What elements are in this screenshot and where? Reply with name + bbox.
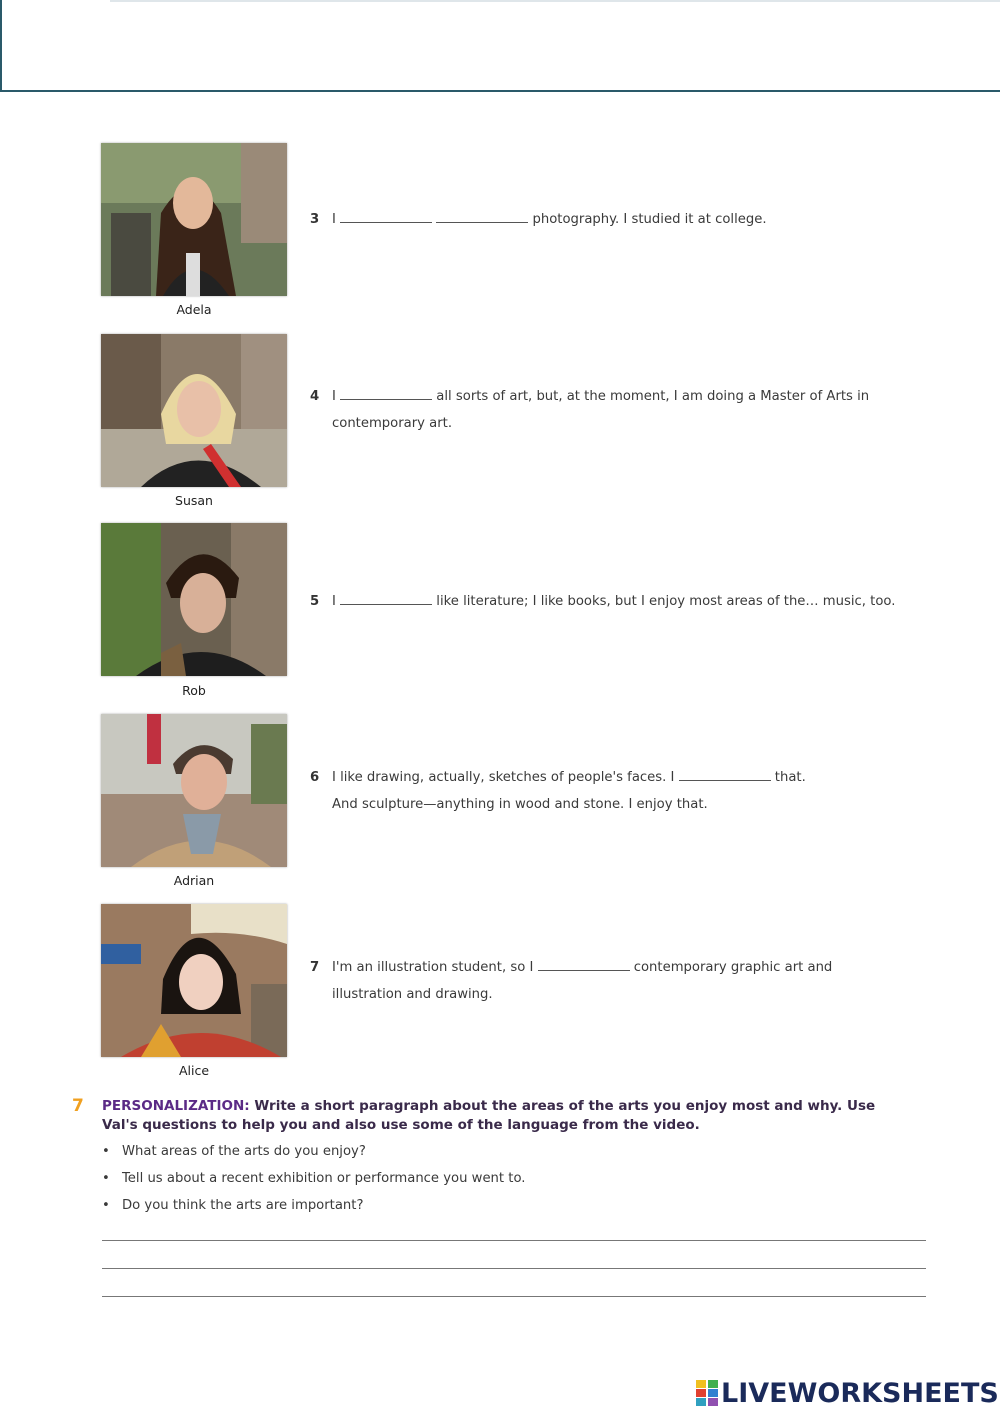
item-text: I bbox=[332, 389, 341, 404]
item-text: contemporary graphic art and bbox=[629, 960, 833, 975]
liveworksheets-logo[interactable] bbox=[696, 1378, 999, 1408]
exercise-item-7 bbox=[310, 954, 832, 1008]
header-accent-line bbox=[110, 0, 1000, 2]
item-number: 7 bbox=[310, 960, 320, 975]
task-heading: PERSONALIZATION: bbox=[102, 1098, 250, 1114]
question-item: • What areas of the arts do you enjoy? bbox=[102, 1144, 366, 1159]
item-text-line2: illustration and drawing. bbox=[332, 987, 493, 1002]
answer-blank[interactable] bbox=[436, 210, 528, 223]
question-item: • Tell us about a recent exhibition or performance you went to. bbox=[102, 1171, 526, 1186]
exercise-item-5 bbox=[310, 588, 895, 615]
writing-line-1[interactable] bbox=[102, 1240, 926, 1241]
item-text: all sorts of art, but, at the moment, I am doing a Master of Arts in bbox=[432, 389, 870, 404]
item-text: I like drawing, actually, sketches of people's faces. I bbox=[332, 770, 679, 785]
caption-susan: Susan bbox=[175, 493, 213, 508]
exercise-item-3 bbox=[310, 206, 767, 233]
item-number: 5 bbox=[310, 594, 320, 609]
answer-blank[interactable] bbox=[679, 768, 771, 781]
answer-blank[interactable] bbox=[340, 592, 432, 605]
header-bar bbox=[0, 0, 1000, 92]
answer-blank[interactable] bbox=[340, 387, 432, 400]
task-personalization bbox=[72, 1097, 902, 1135]
brand-name: LIVEWORKSHEETS bbox=[721, 1377, 999, 1409]
photo-adela bbox=[101, 143, 287, 296]
writing-line-3[interactable] bbox=[102, 1296, 926, 1297]
task-number: 7 bbox=[72, 1096, 84, 1116]
photo-adrian bbox=[101, 714, 287, 867]
caption-rob: Rob bbox=[182, 683, 206, 698]
question-item: • Do you think the arts are important? bbox=[102, 1198, 364, 1213]
item-number: 4 bbox=[310, 389, 320, 404]
photo-alice bbox=[101, 904, 287, 1057]
exercise-item-6 bbox=[310, 764, 806, 818]
caption-adela: Adela bbox=[176, 302, 212, 317]
answer-blank[interactable] bbox=[340, 210, 432, 223]
item-text: like literature; I like books, but I enjoy most areas of the… music, too. bbox=[432, 594, 896, 609]
exercise-item-4 bbox=[310, 383, 869, 437]
item-text: photography. I studied it at college. bbox=[528, 212, 767, 227]
writing-line-2[interactable] bbox=[102, 1268, 926, 1269]
item-text-line2: contemporary art. bbox=[332, 416, 453, 431]
item-number: 6 bbox=[310, 770, 320, 785]
photo-susan bbox=[101, 334, 287, 487]
item-text: that. bbox=[770, 770, 806, 785]
logo-blocks-icon bbox=[696, 1380, 718, 1406]
question-list bbox=[102, 1143, 525, 1224]
item-text: I'm an illustration student, so I bbox=[332, 960, 538, 975]
answer-blank[interactable] bbox=[538, 958, 630, 971]
item-number: 3 bbox=[310, 212, 320, 227]
caption-adrian: Adrian bbox=[173, 873, 215, 888]
item-text: I bbox=[332, 212, 341, 227]
item-text-line2: And sculpture—anything in wood and stone. I enjoy that. bbox=[332, 797, 708, 812]
item-text: I bbox=[332, 594, 341, 609]
caption-alice: Alice bbox=[178, 1063, 210, 1078]
photo-rob bbox=[101, 523, 287, 676]
task-instructions: Write a short paragraph about the areas of the arts you enjoy most and why. Use Val's questions to help you and also use some of the language from the video. bbox=[102, 1098, 876, 1133]
